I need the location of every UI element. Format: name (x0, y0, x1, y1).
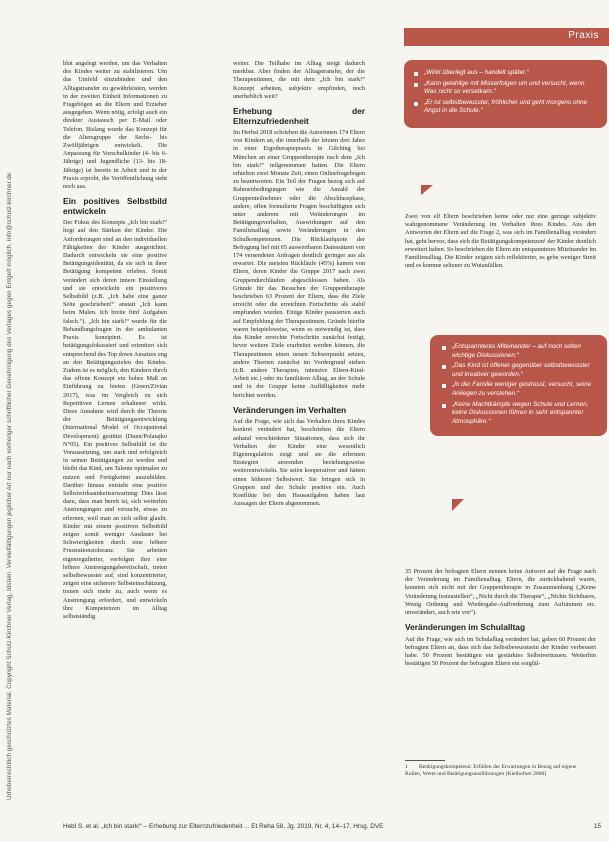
paragraph: Im Herbst 2018 schrieben die Autorinnen 174 Eltern von Kindern an, die innerhalb der letzten drei Jahre in einer Ergotherapiepraxis in Gilching bei München an einer Gruppentherapie nach dem „Ich bin stark!“ teilgenommen hatten. Die Eltern erhielten zwei Monate Zeit, einen Onlinefragebogen zu beantworten. Ein Teil der Fragen bezog sich auf Rahmenbedingungen wie die Anzahl der Gruppenteilnehmer oder die Abschlussphase, andere, offen formulierte Fragen beschäftigten sich unter anderem mit Veränderungen im Betätigungsverhalten, Auswirkungen auf den Familienalltag sowie Veränderungen in den Schulkompetenzen. Die Rücklaufquote der Befragung lief mit 65 auswertbaren Datensätzen von 174 versendeten Anfragen deutlich geringer aus als erwartet. Die meisten Rückläufe (45%) kamen von Eltern, deren Kinder die Gruppe 2017 nach zwei Gruppendurchläufen abgeschlossen haben. Als Gründe für das Besuchen der Gruppentherapie beschrieben 63 Prozent der Eltern, dass die Ziele erreicht oder die erreichten Fortschritte als stabil empfunden wurden. Einige Kinder pausierten auch auf Empfehlung der Therapeutinnen. Gründe hierfür waren beispielsweise, wenn es notwendig ist, dass das Kinder erreichte Fortschritte zunächst festigt, bevor weitere Ziele erarbeitet werden können, die Therapeutinnen einen neuen Schwerpunkt setzen, andere Themen zunächst im Vordergrund stehen (z.B. andere Therapien, intensive Eltern-Kind-Arbeit etc.) oder im familiären Alltag, an der Schule und in der Gruppe keine Auffälligkeiten mehr berichtet werden. (233, 129, 365, 399)
column-3-lower (405, 568, 596, 669)
quote-list (440, 343, 599, 426)
quote-item: „Entspannteres Miteinander – auf noch selten wichtige Diskussionen.“ (440, 343, 599, 360)
paragraph: Auf die Frage, wie sich im Schulalltag verändert hat, gaben 60 Prozent der befragten Eltern an, dass sich das Selbstbewusstsein der Kinder verbessert habe. 50 Prozent bestätigen ein gestärktes Selbstvertrauen. Weiterhin bestätigen 50 Prozent der befragten Eltern ein sorgfäl- (405, 635, 596, 668)
quote-callout-2 (430, 335, 607, 436)
quote-item: „Keine Machtkämpfe wegen Schule und Lernen, keine Diskussionen führen in sehr entspannter Atmosphäre.“ (440, 401, 599, 427)
column-2 (233, 60, 365, 508)
paragraph: 35 Prozent der befragten Eltern nennen keine Antwort auf die Frage nach der Veränderung im Familienalltag. Eltern, die zurückhaltend waren, konnten sich nicht mit der Gruppentherapie in Zusammenhang („Keine Veränderung festzustellen“, „Nicht durch die Therapie“, „Nichts Sichtbares, Wenig Ordnung und Wiedergabe-Aufforderung zum Aufräumen etc. unverändert, auch wie vor“). (405, 568, 596, 617)
section-heading: Veränderungen im Schulalltag (405, 622, 526, 633)
section-heading: Ein positives Selbstbild entwickeln (63, 196, 167, 216)
footnote-text: Betätigungskompetenz: Erfüllen der Erwartungen in Bezug auf eigene Rollen, Werte und Betätigungsausführungen (Kielhofner 2008) (405, 764, 577, 778)
quote-item: „Kann gelahlige mit Misserfolgen um und versucht, wenn Was nicht so versetkam.“ (412, 80, 597, 97)
speech-bubble-tail (452, 499, 464, 511)
footnote-number: 1 (405, 764, 408, 770)
paragraph: Zwei von elf Eltern beschrieben keine oder nur eine geringe subjektiv wahrgenommene Veränderung im Verhalten ihres Kindes. Aus den Antworten der Eltern auf die Frage 2, was sich im Familienalltag verändert hat, geht hervor, dass sich die Betätigungskompetenzen¹ der Kinder deutlich erweitert haben. So beschrieben die Eltern ein entspannteres Miteinander im Familienalltag. Die Kinder zeigten sich reflektierter, es gebe weniger Streit und es komme seltener zu Wutanfällen. (405, 213, 596, 270)
section-label-text: Praxis (568, 30, 599, 41)
column-3-upper (405, 213, 596, 270)
quote-callout-1 (404, 60, 607, 128)
section-heading: Veränderungen im Verhalten (233, 404, 347, 415)
section-label (404, 30, 609, 41)
column-1 (63, 60, 167, 621)
footnote (405, 760, 590, 778)
quote-item: „In der Familie weniger gestresst, versucht, seine Anliegen zu verstehen.“ (440, 381, 599, 398)
footnote-rule (405, 760, 445, 761)
quote-item: „Er ist selbstbewusster, fröhlicher und geht morgens ohne Angst in die Schule.“ (412, 99, 597, 116)
paragraph: weiter. Die Teilhabe im Alltag steigt dadurch merkbar. Aber finden der Alltagstransfer, der die Therapeutinnen, die mit dem „Ich bin stark!“ Konzept arbeiten, subjektiv empfinden, noch unerheblich weit? (233, 60, 365, 100)
quote-item: „Das Kind ist offener gegenüber selbstbewusster und kreativer geworden.“ (440, 362, 599, 379)
paragraph: Der Fokus des Konzepts „Ich bin stark!“ liegt auf den Stärken der Kinder. Die Anforderungen sind an den individuellen Fähigkeiten der Kinder ausgerichtet. Dadurch entwickeln sie eine positive Betätigungsidentität, da sie sich in ihrer Betätigung kompetent erleben. Somit verändert sich deren innere Einstellung und sie entwickeln ein positiveres Selbstbild (z.B. „Ich habe eine ganze Seite geschrieben!“ anstatt „Ich kann beim Malen. Ich breite fünf Aufgaben falsch.“). „Ich bin stark!“ wurde für die Behandlungsfragen in der ambulanten Praxis konzipiert. Es ist betätigungsfokussiert und orientiert sich entsprechend des Top down Ansatzes eng an den Betätigungszielen des Kindes. Zudem ist es möglich, den Kindern durch das offene Konzept ein hohes Maß an Einführung zu bieten (Green/Zivian 2017), was im Vergleich zu sich Repetitiven Lernen erhaltener wirkt. Diese Annahme wird durch die Theorie der Betätigungsentwicklung (International Model of Occupational Development) gestützt (Dunn/Polatajko N°05). Ein positives Selbstbild ist die Voraussetzung, um stark und erfolgreich in seinen Betätigungen zu werden und bleibt das Kind, um Talente optimalen zu nutzen und Fertigkeiten auszubilden. Darüber hinaus entsteht eine positive Selbstwirksamkeitserwartung: Dies lässt dazu, dass man bereit ist, sich weiterhin Anstrengungen und versucht, etwas zu erlernen, weil man an sich selbst glaubt. Kinder mit einem positiven Selbstbild zeigen somit weniger Ausdauer bei Schwierigkeiten durch eine höhere Frustrationstoleranz. Sie arbeiten eigenregulierter, verfolgen ihre eine höhere Anstrengungsbereitschaft, treten selbstbewusster auf, sind konzentrierter, zeigen eine sicherere Selbsteinschätzung, trauen sich mehr zu, auch wenn es Anstrengung erfordert, und entwickeln ihre Kompetenzen im Alltag selbstständig (63, 219, 167, 620)
speech-bubble-tail (421, 185, 433, 195)
paragraph: blut angelegt werden, um das Verhalten des Kindes weiter zu stabilisieren. Um das Umfeld einzubinden und den Alltagstransfer zu gewährleisten, werden in der zweiten Einheit Informationen zu Fragebögen an die Eltern und Erzieher ausgegeben. Wenn nötig, erfolgt auch ein direkter Austausch per E-Mail oder Telefon. Bislang wurde das Konzept für die Altersgruppe der Sechs- bis Zwölfjährigen entwickelt. Die Anpassung für Vorschulkinder (4- bis 6-Jährige) und Jugendliche (13- bis 18-Jährige) ist bereits in Arbeit und in der Praxis erprobt, die Veröffentlichung steht noch aus. (63, 60, 167, 191)
section-heading: Erhebung der Elternzufriedenheit (233, 106, 365, 126)
paragraph: Auf die Frage, wie sich das Verhalten ihres Kindes konkret verändert hat, beschrieben die Eltern anhand verschiedener Situationen, dass sich ihr Verhalten der Kinder eine wesentlich Eigenregulation zeigt und sie die erlernten Strategien anwenden beziehungsweise weiterentwickeln. Sie seien kooperativer und hätten einen höheren Selbstwert. Sie bringen sich in Gruppen und der Schule positive ein. Auch Konflikte bei den Hausaufgaben haben laut Aussagen der Eltern abgenommen. (233, 418, 365, 508)
page-number: 15 (593, 823, 601, 830)
quote-list (412, 69, 597, 116)
quote-item: „Wirkt überlegt aus – handelt später.“ (412, 69, 597, 78)
footer-citation: Hebl S. et al. „Ich bin stark!“ – Erhebung zur Elternzufriedenheit ... Et Reha 58, Jg. 2019, Nr. 4, 14–17, Hrsg. DVE (63, 823, 384, 830)
page-footer (63, 823, 601, 830)
copyright-sidebar: Urheberrechtlich geschütztes Material. Copyright Schulz-Kirchner Verlag, Idstein. Vervielfältigungen jeglicher Art nur nach vorheriger schriftlicher Genehmigung des Verlages gegen Entgelt möglich. info@schulz-kirchner.de (6, 172, 13, 800)
